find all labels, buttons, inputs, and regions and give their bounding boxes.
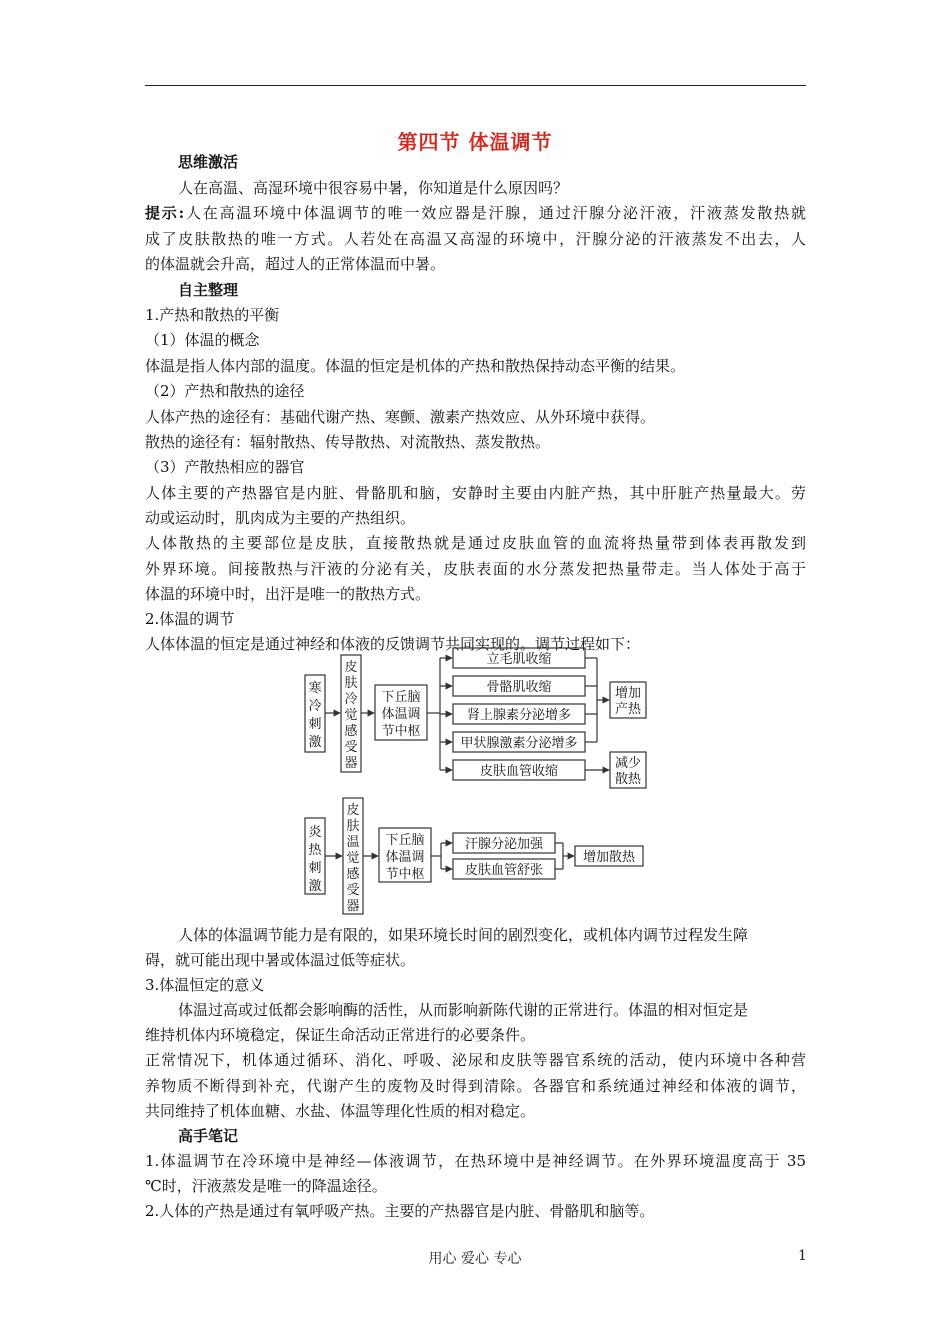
- cold-center-line-1: 下丘脑: [381, 690, 421, 705]
- hot-effect-label-2: 皮肤血管舒张: [464, 863, 544, 878]
- hot-effect-label-1: 汗腺分泌加强: [464, 837, 544, 852]
- effect-label-5: 皮肤血管收缩: [479, 764, 559, 779]
- paragraph-8b: 维持机体内环境稳定，保证生命活动正常进行的必要条件。: [145, 1026, 536, 1044]
- page-title: 第四节 体温调节: [397, 130, 553, 154]
- hot-receptor-char-1: 皮: [346, 803, 360, 818]
- cold-center-line-3: 节中枢: [381, 724, 421, 739]
- hint-line-3: 的体温就会升高，超过人的正常体温而中暑。: [145, 255, 446, 273]
- cold-receptor-char-5: 感: [344, 724, 358, 739]
- increase-loss-label: 增加散热: [582, 850, 636, 865]
- paragraph-5c: 体温的环境中时，出汗是唯一的散热方式。: [145, 585, 431, 603]
- paragraph-2: 人体产热的途径有：基础代谢产热、寒颤、激素产热效应、从外环境中获得。: [145, 408, 656, 426]
- section-heading-self-study: 自主整理: [178, 281, 239, 299]
- heading-2: 2.体温的调节: [145, 610, 235, 628]
- cold-receptor-char-1: 皮: [344, 660, 358, 675]
- paragraph-9b: 养物质不断得到补充，代谢产生的废物及时得到清除。各器官和系统通过神经和体液的调节，: [145, 1077, 806, 1095]
- paragraph-7a: 人体的体温调节能力是有限的，如果环境长时间的剧烈变化，或机体内调节过程发生障: [178, 926, 749, 944]
- effect-label-1: 立毛肌收缩: [486, 652, 552, 667]
- hot-center-line-3: 节中枢: [385, 867, 425, 882]
- cold-receptor-char-2: 肤: [344, 676, 358, 691]
- heading-1: 1.产热和散热的平衡: [145, 306, 280, 324]
- increase-heat-line-1: 增加: [614, 686, 642, 701]
- hot-stimulus-char-2: 热: [308, 843, 322, 858]
- reduce-loss-line-1: 减少: [614, 756, 642, 771]
- heading-1a: （1）体温的概念: [145, 331, 260, 349]
- hot-stimulus-char-1: 炎: [308, 825, 322, 840]
- cold-stimulus-char-2: 冷: [308, 699, 322, 714]
- page-number: 1: [798, 1248, 807, 1264]
- paragraph-4b: 动或运动时，肌肉成为主要的产热组织。: [145, 509, 416, 527]
- header-rule: [145, 85, 806, 86]
- hot-receptor-char-2: 肤: [346, 819, 360, 834]
- cold-stimulus-char-3: 刺: [308, 717, 322, 732]
- hot-receptor-char-6: 受: [346, 883, 360, 898]
- question-text: 人在高温、高湿环境中很容易中暑，你知道是什么原因吗？: [178, 179, 569, 197]
- note-1a: 1.体温调节在冷环境中是神经—体液调节，在热环境中是神经调节。在外界环境温度高于 35: [145, 1152, 806, 1170]
- paragraph-9a: 正常情况下，机体通过循环、消化、呼吸、泌尿和皮肤等器官系统的活动，使内环境中各种营: [145, 1051, 806, 1069]
- hot-receptor-char-7: 器: [346, 899, 360, 914]
- paragraph-8a: 体温过高或过低都会影响酶的活性，从而影响新陈代谢的正常进行。体温的相对恒定是: [178, 1001, 749, 1019]
- effect-label-3: 肾上腺素分泌增多: [466, 708, 572, 723]
- cold-receptor-char-7: 器: [344, 756, 358, 771]
- footer-motto: 用心 爱心 专心: [428, 1251, 522, 1267]
- note-1b: ℃时，汗液蒸发是唯一的降温途径。: [145, 1177, 387, 1195]
- paragraph-9c: 共同维持了机体血糖、水盐、体温等理化性质的相对稳定。: [145, 1102, 536, 1120]
- note-2: 2.人体的产热是通过有氧呼吸产热。主要的产热器官是内脏、骨骼肌和脑等。: [145, 1202, 655, 1220]
- hint-text-1: 人在高温环境中体温调节的唯一效应器是汗腺，通过汗腺分泌汗液，汗液蒸发散热就: [184, 204, 806, 222]
- hot-receptor-char-4: 觉: [346, 851, 360, 866]
- paragraph-5a: 人体散热的主要部位是皮肤，直接散热就是通过皮肤血管的血流将热量带到体表再散发到: [145, 534, 806, 552]
- paragraph-1: 体温是指人体内部的温度。体温的恒定是机体的产热和散热保持动态平衡的结果。: [145, 357, 686, 375]
- paragraph-3: 散热的途径有：辐射散热、传导散热、对流散热、蒸发散热。: [145, 433, 551, 451]
- paragraph-4a: 人体主要的产热器官是内脏、骨骼肌和脑，安静时主要由内脏产热，其中肝脏产热量最大。劳: [145, 484, 806, 502]
- paragraph-5b: 外界环境。间接散热与汗液的分泌有关，皮肤表面的水分蒸发把热量带走。当人体处于高于: [145, 560, 806, 578]
- paragraph-7b: 碍，就可能出现中暑或体温过低等症状。: [145, 951, 416, 969]
- hint-label: 提示:: [145, 204, 185, 222]
- hot-center-line-2: 体温调: [385, 850, 425, 865]
- effect-label-2: 骨骼肌收缩: [486, 680, 552, 695]
- hot-receptor-char-3: 温: [346, 835, 360, 850]
- cold-center-line-2: 体温调: [381, 707, 421, 722]
- hint-line-2: 成了皮肤散热的唯一方式。人若处在高温又高湿的环境中，汗腺分泌的汗液蒸发不出去，人: [145, 230, 806, 248]
- section-heading-thinking: 思维激活: [178, 153, 239, 171]
- hot-center-line-1: 下丘脑: [385, 833, 425, 848]
- cold-receptor-char-3: 冷: [344, 692, 358, 707]
- cold-receptor-char-4: 觉: [344, 708, 358, 723]
- hot-stimulus-char-3: 刺: [308, 861, 322, 876]
- hot-receptor-char-5: 感: [346, 867, 360, 882]
- increase-heat-line-2: 产热: [614, 702, 642, 717]
- hot-stimulus-char-4: 激: [308, 879, 322, 894]
- heading-3: 3.体温恒定的意义: [145, 976, 265, 994]
- hint-line-1: [145, 203, 806, 223]
- cold-receptor-char-6: 受: [344, 740, 358, 755]
- cold-stimulus-char-4: 激: [308, 735, 322, 750]
- paragraph-6: 人体体温的恒定是通过神经和体液的反馈调节共同实现的。调节过程如下：: [145, 635, 641, 653]
- heading-1b: （2）产热和散热的途径: [145, 382, 305, 400]
- effect-label-4: 甲状腺激素分泌增多: [460, 736, 578, 751]
- regulation-diagram: [295, 640, 655, 920]
- section-heading-notes: 高手笔记: [178, 1127, 239, 1145]
- reduce-loss-line-2: 散热: [614, 772, 642, 787]
- heading-1c: （3）产散热相应的器官: [145, 458, 305, 476]
- cold-stimulus-char-1: 寒: [308, 681, 322, 696]
